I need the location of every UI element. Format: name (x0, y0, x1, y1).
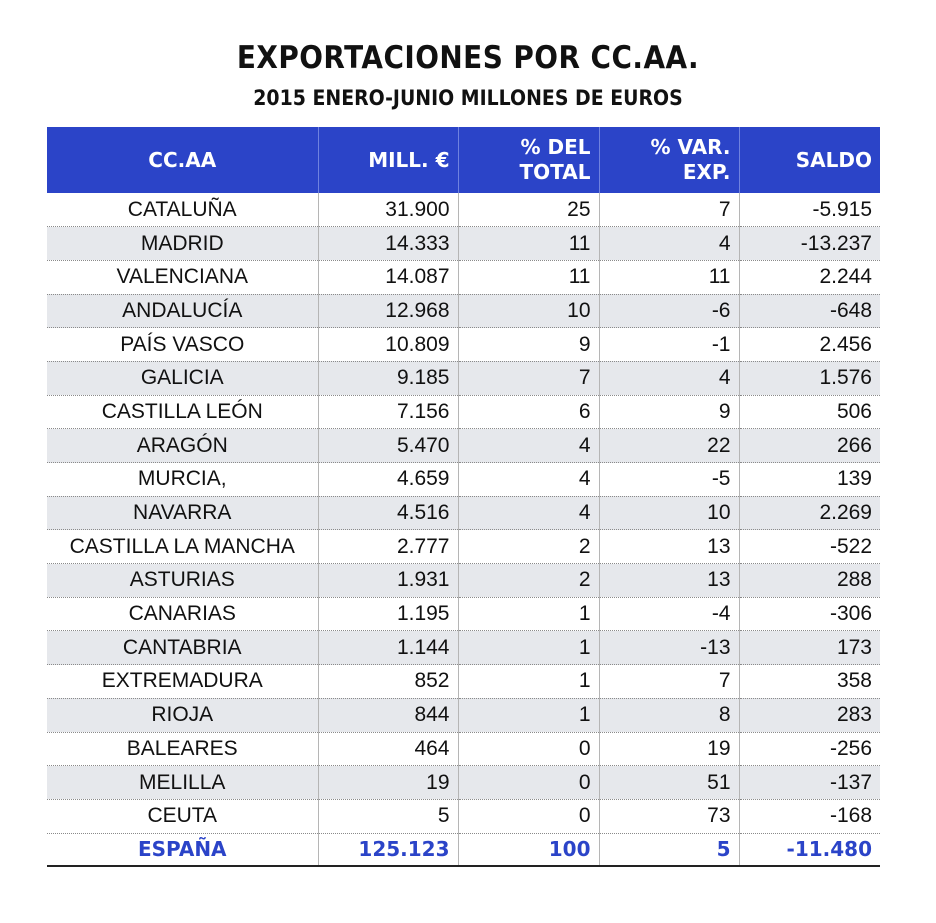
cell-region: CANTABRIA (47, 631, 318, 665)
cell-millions: 844 (318, 698, 458, 732)
cell-balance: 283 (739, 698, 880, 732)
total-share: 100 (458, 833, 599, 866)
cell-region: ANDALUCÍA (47, 294, 318, 328)
cell-variation: -6 (599, 294, 739, 328)
cell-balance: 288 (739, 564, 880, 598)
cell-variation: 73 (599, 799, 739, 833)
cell-variation: -13 (599, 631, 739, 665)
table-row (47, 429, 880, 463)
cell-region: PAÍS VASCO (47, 328, 318, 362)
cell-balance: -522 (739, 530, 880, 564)
cell-share: 2 (458, 564, 599, 598)
cell-variation: -1 (599, 328, 739, 362)
cell-balance: -256 (739, 732, 880, 766)
table-row (47, 732, 880, 766)
cell-share: 1 (458, 665, 599, 699)
cell-balance: -648 (739, 294, 880, 328)
cell-region: CANARIAS (47, 597, 318, 631)
cell-balance: -13.237 (739, 227, 880, 261)
cell-millions: 464 (318, 732, 458, 766)
cell-millions: 1.195 (318, 597, 458, 631)
cell-balance: -137 (739, 766, 880, 800)
table-row (47, 564, 880, 598)
cell-share: 9 (458, 328, 599, 362)
table-row (47, 328, 880, 362)
cell-millions: 12.968 (318, 294, 458, 328)
table-body (47, 193, 880, 833)
table-row (47, 227, 880, 261)
cell-variation: 51 (599, 766, 739, 800)
cell-balance: -5.915 (739, 193, 880, 227)
cell-variation: 4 (599, 227, 739, 261)
cell-variation: 7 (599, 665, 739, 699)
cell-region: CASTILLA LA MANCHA (47, 530, 318, 564)
cell-millions: 14.333 (318, 227, 458, 261)
table-row (47, 766, 880, 800)
header-row (47, 127, 880, 193)
cell-share: 7 (458, 361, 599, 395)
table-row (47, 597, 880, 631)
cell-balance: 266 (739, 429, 880, 463)
cell-variation: -5 (599, 463, 739, 497)
table-header (47, 127, 880, 193)
cell-share: 0 (458, 799, 599, 833)
header-variation: % VAR. EXP. (599, 127, 739, 193)
header-region: CC.AA (47, 127, 318, 193)
exports-table (47, 127, 880, 867)
table-row (47, 631, 880, 665)
cell-region: MELILLA (47, 766, 318, 800)
cell-region: BALEARES (47, 732, 318, 766)
cell-millions: 31.900 (318, 193, 458, 227)
cell-balance: 139 (739, 463, 880, 497)
cell-share: 4 (458, 463, 599, 497)
total-region: ESPAÑA (47, 833, 318, 866)
header-millions: MILL. € (318, 127, 458, 193)
table-row (47, 395, 880, 429)
table-row (47, 193, 880, 227)
cell-variation: 13 (599, 530, 739, 564)
table-row (47, 361, 880, 395)
cell-millions: 9.185 (318, 361, 458, 395)
cell-balance: 2.456 (739, 328, 880, 362)
cell-share: 1 (458, 698, 599, 732)
cell-variation: 13 (599, 564, 739, 598)
chart-title: EXPORTACIONES POR CC.AA. (236, 40, 700, 76)
cell-millions: 14.087 (318, 260, 458, 294)
cell-region: CATALUÑA (47, 193, 318, 227)
table-row (47, 294, 880, 328)
cell-balance: -168 (739, 799, 880, 833)
cell-region: VALENCIANA (47, 260, 318, 294)
table-row (47, 496, 880, 530)
cell-region: EXTREMADURA (47, 665, 318, 699)
table-row (47, 463, 880, 497)
total-balance: -11.480 (739, 833, 880, 866)
cell-millions: 4.516 (318, 496, 458, 530)
cell-millions: 2.777 (318, 530, 458, 564)
cell-share: 25 (458, 193, 599, 227)
cell-share: 11 (458, 227, 599, 261)
cell-balance: 173 (739, 631, 880, 665)
cell-millions: 19 (318, 766, 458, 800)
cell-region: ASTURIAS (47, 564, 318, 598)
cell-region: CEUTA (47, 799, 318, 833)
cell-share: 1 (458, 631, 599, 665)
cell-balance: 506 (739, 395, 880, 429)
total-row (47, 833, 880, 866)
cell-millions: 1.144 (318, 631, 458, 665)
cell-balance: -306 (739, 597, 880, 631)
cell-millions: 10.809 (318, 328, 458, 362)
table-row (47, 799, 880, 833)
cell-variation: -4 (599, 597, 739, 631)
cell-millions: 1.931 (318, 564, 458, 598)
cell-balance: 358 (739, 665, 880, 699)
cell-region: NAVARRA (47, 496, 318, 530)
cell-region: ARAGÓN (47, 429, 318, 463)
table-row (47, 698, 880, 732)
table-row (47, 530, 880, 564)
total-millions: 125.123 (318, 833, 458, 866)
cell-share: 4 (458, 429, 599, 463)
cell-share: 2 (458, 530, 599, 564)
cell-variation: 19 (599, 732, 739, 766)
cell-region: GALICIA (47, 361, 318, 395)
header-balance: SALDO (739, 127, 880, 193)
cell-region: RIOJA (47, 698, 318, 732)
cell-variation: 4 (599, 361, 739, 395)
cell-variation: 9 (599, 395, 739, 429)
table-footer (47, 833, 880, 866)
cell-balance: 2.269 (739, 496, 880, 530)
cell-balance: 1.576 (739, 361, 880, 395)
table-row (47, 260, 880, 294)
header-share: % DEL TOTAL (458, 127, 599, 193)
cell-share: 1 (458, 597, 599, 631)
cell-millions: 5.470 (318, 429, 458, 463)
cell-share: 11 (458, 260, 599, 294)
cell-share: 4 (458, 496, 599, 530)
cell-region: CASTILLA LEÓN (47, 395, 318, 429)
cell-millions: 5 (318, 799, 458, 833)
cell-millions: 4.659 (318, 463, 458, 497)
cell-share: 10 (458, 294, 599, 328)
cell-variation: 10 (599, 496, 739, 530)
cell-region: MURCIA, (47, 463, 318, 497)
cell-millions: 852 (318, 665, 458, 699)
cell-region: MADRID (47, 227, 318, 261)
cell-share: 0 (458, 766, 599, 800)
cell-variation: 22 (599, 429, 739, 463)
cell-variation: 8 (599, 698, 739, 732)
table-row (47, 665, 880, 699)
total-variation: 5 (599, 833, 739, 866)
cell-balance: 2.244 (739, 260, 880, 294)
chart-subtitle: 2015 ENERO-JUNIO MILLONES DE EUROS (253, 86, 683, 110)
cell-variation: 11 (599, 260, 739, 294)
cell-variation: 7 (599, 193, 739, 227)
cell-share: 6 (458, 395, 599, 429)
cell-share: 0 (458, 732, 599, 766)
cell-millions: 7.156 (318, 395, 458, 429)
